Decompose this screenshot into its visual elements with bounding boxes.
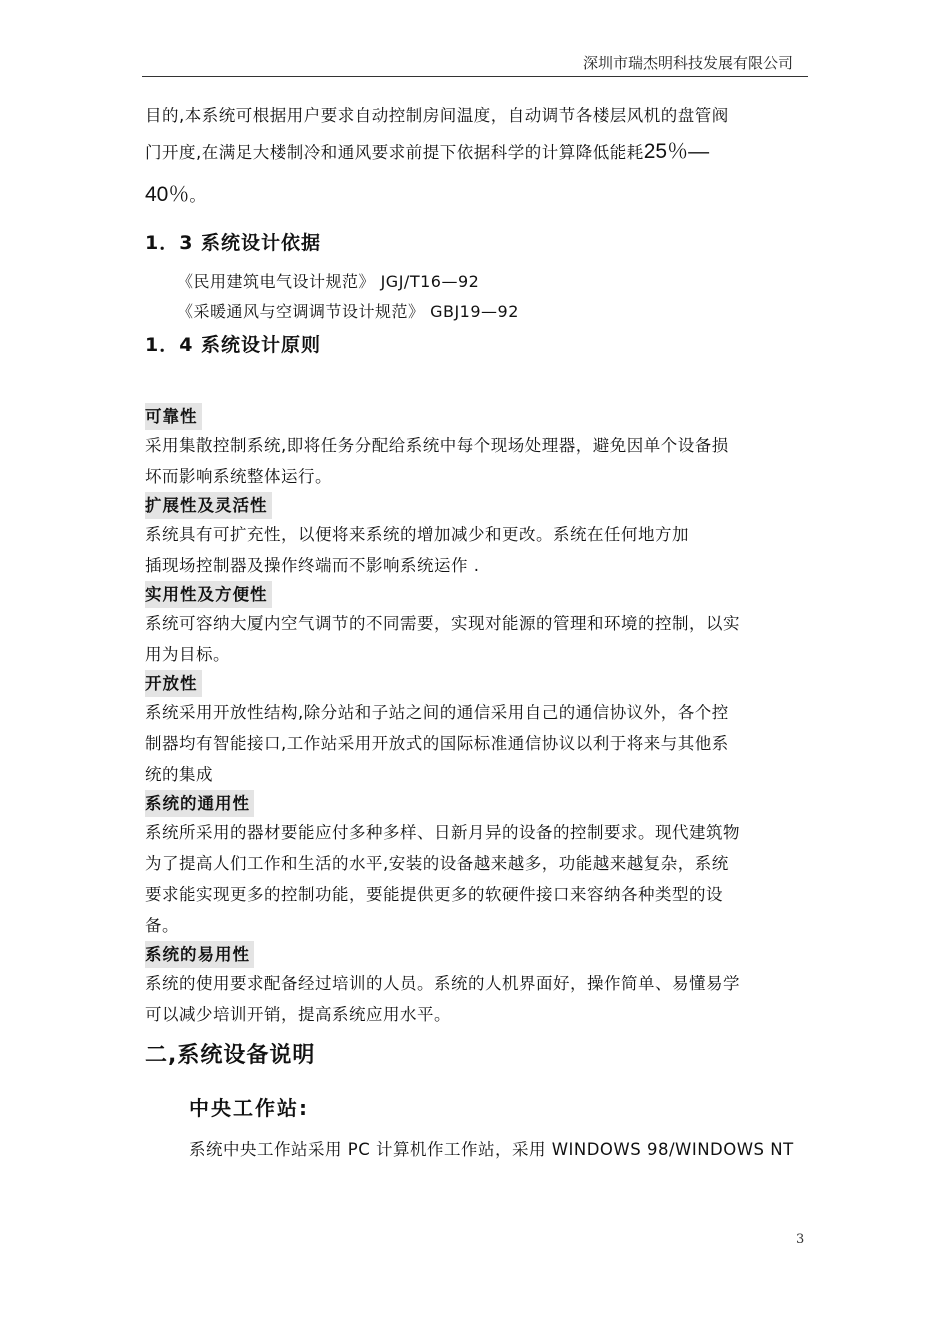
principle-label: 系统的通用性 — [145, 790, 254, 817]
intro-percent-1: 25％— — [643, 140, 710, 163]
principle-item — [145, 581, 807, 670]
reference-item: 《民用建筑电气设计规范》 JGJ/T16—92 — [177, 272, 480, 291]
principle-line: 制器均有智能接口,工作站采用开放式的国际标准通信协议以利于将来与其他系 — [145, 734, 729, 753]
intro-line-1: 目的,本系统可根据用户要求自动控制房间温度，自动调节各楼层风机的盘管阀 — [145, 106, 729, 125]
intro-line-2 — [145, 131, 807, 174]
section-1-3-title: 1．3 系统设计依据 — [145, 232, 322, 254]
principle-label: 扩展性及灵活性 — [145, 492, 272, 519]
principle-line: 系统的使用要求配备经过培训的人员。系统的人机界面好，操作简单、易懂易学 — [145, 974, 740, 993]
principle-line: 统的集成 — [145, 765, 213, 784]
principle-line: 系统具有可扩充性，以便将来系统的增加减少和更改。系统在任何地方加 — [145, 525, 689, 544]
principle-label: 实用性及方便性 — [145, 581, 272, 608]
intro-line-3 — [145, 174, 807, 217]
principle-item — [145, 790, 807, 941]
header-rule — [142, 76, 808, 77]
principle-list — [145, 403, 807, 1030]
document-body — [145, 100, 807, 1165]
principle-item — [145, 670, 807, 790]
principle-line: 可以减少培训开销，提高系统应用水平。 — [145, 1005, 451, 1024]
principle-line: 系统所采用的器材要能应付多种多样、日新月异的设备的控制要求。现代建筑物 — [145, 823, 740, 842]
principle-line: 系统可容纳大厦内空气调节的不同需要，实现对能源的管理和环境的控制，以实 — [145, 614, 740, 633]
principle-item — [145, 941, 807, 1030]
intro-end: 。 — [189, 186, 207, 205]
principle-line: 采用集散控制系统,即将任务分配给系统中每个现场处理器，避免因单个设备损 — [145, 436, 729, 455]
page-number: 3 — [796, 1232, 805, 1247]
principle-item — [145, 403, 807, 492]
reference-item: 《采暖通风与空调调节设计规范》 GBJ19—92 — [177, 302, 519, 321]
principle-line: 插现场控制器及操作终端而不影响系统运作 . — [145, 556, 480, 575]
principle-line: 备。 — [145, 916, 179, 935]
principle-item — [145, 492, 807, 581]
chapter-2-title: 二,系统设备说明 — [145, 1043, 316, 1068]
intro-percent-2: 40％ — [145, 183, 190, 206]
principle-label: 系统的易用性 — [145, 941, 254, 968]
principle-line: 系统采用开放性结构,除分站和子站之间的通信采用自己的通信协议外，各个控 — [145, 703, 729, 722]
section-1-4-title: 1．4 系统设计原则 — [145, 334, 322, 356]
header-company: 深圳市瑞杰明科技发展有限公司 — [583, 54, 794, 72]
central-workstation-line: 系统中央工作站采用 PC 计算机作工作站，采用 WINDOWS 98/WINDOWS NT — [189, 1140, 794, 1159]
principle-line: 为了提高人们工作和生活的水平,安装的设备越来越多，功能越来越复杂，系统 — [145, 854, 729, 873]
principle-label: 可靠性 — [145, 403, 202, 430]
principle-line: 用为目标。 — [145, 645, 230, 664]
central-workstation-heading: 中央工作站: — [189, 1096, 309, 1120]
principle-label: 开放性 — [145, 670, 202, 697]
principle-line: 坏而影响系统整体运行。 — [145, 467, 332, 486]
principle-line: 要求能实现更多的控制功能，要能提供更多的软硬件接口来容纳各种类型的设 — [145, 885, 723, 904]
intro-line-2-text: 门开度,在满足大楼制冷和通风要求前提下依据科学的计算降低能耗 — [145, 143, 644, 162]
